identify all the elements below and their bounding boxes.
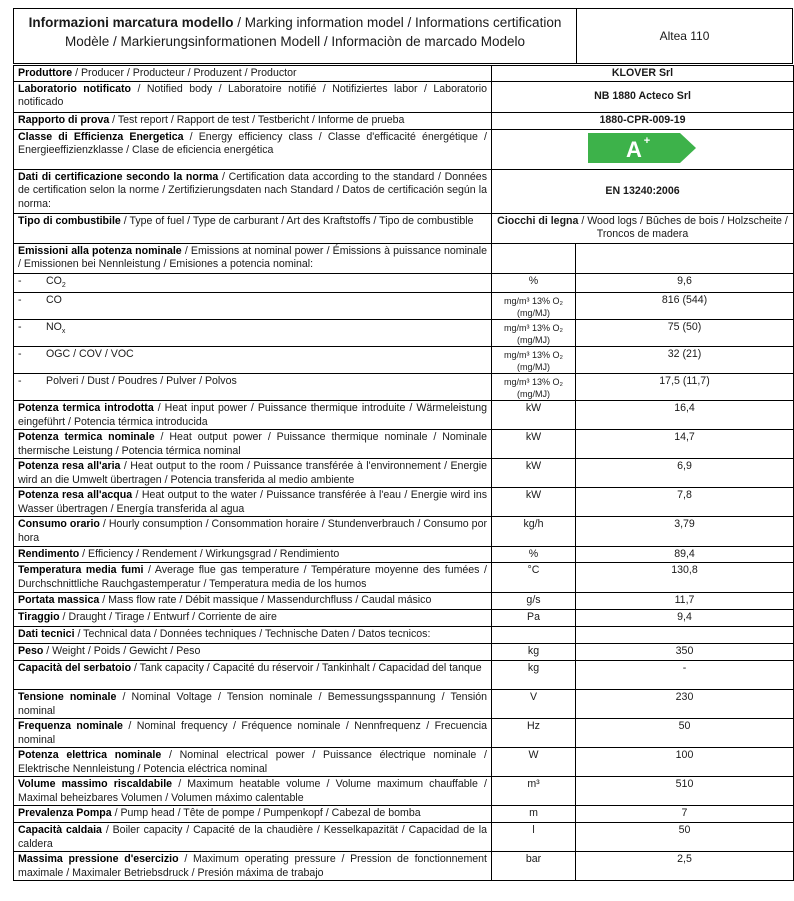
row-label-bold: Emissioni alla potenza nominale (18, 244, 182, 257)
table-row (14, 719, 794, 748)
row-value: 130,8 (576, 563, 794, 593)
row-label (14, 517, 492, 547)
row-label-bold: Volume massimo riscaldabile (18, 778, 173, 791)
table-row (14, 823, 794, 852)
header-title-line2: Modèle / Markierungsinformationen Modell / Informaciòn de marcado Modelo (65, 34, 525, 49)
energy-class-badge (492, 130, 793, 166)
dash: - (18, 321, 22, 334)
row-value: 75 (50) (576, 320, 794, 347)
table-row (14, 401, 794, 430)
row-unit: kg (492, 644, 576, 661)
row-value: 816 (544) (576, 293, 794, 320)
row-label-bold: Classe di Efficienza Energetica (18, 130, 184, 143)
row-label-bold: Dati tecnici (18, 628, 75, 641)
row-label-bold: Rendimento (18, 548, 80, 561)
row-label-rest: / Energy efficiency class / Classe d'efficacité énergétique / Energieeffizienzklasse / Clase de eficiencia energética (18, 130, 488, 156)
row-label (14, 610, 492, 627)
row-value (492, 213, 794, 243)
model-name: Altea 110 (659, 29, 710, 43)
table-row (14, 243, 794, 273)
row-unit: % (492, 273, 576, 293)
table-row (14, 66, 794, 82)
table-row (14, 547, 794, 563)
row-label-bold: Consumo orario (18, 518, 100, 531)
row-unit: l (492, 823, 576, 852)
row-label (14, 627, 492, 644)
row-label-rest: / Nominal frequency / Fréquence nominale / Nennfrequenz / Frecuencia nominal (18, 720, 487, 746)
table-row (14, 169, 794, 213)
row-unit: mg/m³ 13% O₂ (mg/MJ) (492, 293, 576, 320)
row-label-rest: / Pump head / Tête de pompe / Pumpenkopf / Cabezal de bomba (111, 807, 421, 820)
table-row (14, 610, 794, 627)
row-unit: g/s (492, 593, 576, 610)
row-label-rest: / Technical data / Données techniques / Technische Daten / Datos tecnicos: (74, 628, 431, 641)
row-label-rest: / Tank capacity / Capacité du réservoir / Tankinhalt / Capacidad del tanque (131, 662, 482, 675)
table-row (14, 690, 794, 719)
table-row (14, 273, 794, 293)
row-label (14, 243, 492, 273)
row-value: 50 (576, 823, 794, 852)
row-value: 9,6 (576, 273, 794, 293)
row-value: 9,4 (576, 610, 794, 627)
row-label (14, 806, 492, 823)
table-row (14, 81, 794, 112)
energy-class-letter: A (625, 136, 642, 162)
row-label-rest: / Draught / Tirage / Entwurf / Corriente de aire (59, 611, 277, 624)
row-label-bold: Potenza termica introdotta (18, 402, 154, 415)
row-label (14, 661, 492, 690)
fuel-value-rest: / Wood logs / Bûches de bois / Holzscheite / Troncos de madera (578, 214, 788, 240)
row-label-rest: / Certification data according to the standard / Données de certification selon la norme / Zertifizierungsdaten nach Standard / Datos de certificación según la norma: (18, 170, 487, 210)
table-row (14, 488, 794, 517)
row-label-bold: Portata massica (18, 594, 100, 607)
row-label-bold: Peso (18, 645, 44, 658)
emission-name: NO (46, 321, 62, 334)
row-label-rest: / Heat output power / Puissance thermique nominale / Nominale thermische Leistung / Potencia térmica nominal (18, 431, 487, 457)
table-row (14, 293, 794, 320)
energy-arrow-shape (588, 133, 696, 163)
header-title-bold: Informazioni marcatura modello (28, 15, 234, 30)
row-value: NB 1880 Acteco Srl (492, 81, 794, 112)
row-label (14, 777, 492, 806)
row-label-rest: / Hourly consumption / Consommation horaire / Stundenverbrauch / Consumo por hora (18, 518, 487, 544)
table-row (14, 347, 794, 374)
row-label-rest: / Maximum operating pressure / Pression de fonctionnement maximale / Maximaler Betriebsdruck / Presión máxima de trabajo (18, 853, 488, 879)
row-unit (492, 243, 576, 273)
table-row (14, 644, 794, 661)
table-row (14, 213, 794, 243)
row-unit: kW (492, 430, 576, 459)
parameter-rows (14, 401, 794, 881)
row-label (14, 169, 492, 213)
row-label (14, 644, 492, 661)
table-row (14, 806, 794, 823)
row-value: 17,5 (11,7) (576, 374, 794, 401)
row-label-rest: / Nominal electrical power / Puissance électrique nominale / Elektrische Nennleistung / Potencia eléctrica nominal (18, 749, 488, 775)
row-label-bold: Tipo di combustibile (18, 214, 121, 227)
row-value: KLOVER Srl (492, 66, 794, 82)
fuel-value-bold: Ciocchi di legna (497, 214, 579, 227)
table-row (14, 374, 794, 401)
row-value: 7 (576, 806, 794, 823)
row-label-bold: Dati di certificazione secondo la norma (18, 170, 219, 183)
row-label-bold: Temperatura media fumi (18, 564, 144, 577)
table-row (14, 430, 794, 459)
table-row (14, 627, 794, 644)
row-label (14, 401, 492, 430)
row-label (14, 459, 492, 488)
header-block (13, 8, 793, 64)
row-unit: m (492, 806, 576, 823)
row-label (14, 593, 492, 610)
emission-label (14, 273, 492, 293)
emission-subscript: x (61, 328, 66, 336)
table-row (14, 748, 794, 777)
row-value: 50 (576, 719, 794, 748)
table-row (14, 517, 794, 547)
emission-label (14, 374, 492, 401)
emission-name: Polveri / Dust / Poudres / Pulver / Polvos (46, 375, 237, 388)
row-unit: mg/m³ 13% O₂ (mg/MJ) (492, 374, 576, 401)
row-unit: mg/m³ 13% O₂ (mg/MJ) (492, 347, 576, 374)
row-label-bold: Potenza termica nominale (18, 431, 155, 444)
row-value: 3,79 (576, 517, 794, 547)
row-value: EN 13240:2006 (492, 169, 794, 213)
row-label (14, 81, 492, 112)
row-unit: kW (492, 488, 576, 517)
row-label (14, 719, 492, 748)
row-label-bold: Capacità caldaia (18, 824, 102, 837)
row-unit: kW (492, 401, 576, 430)
row-unit (492, 627, 576, 644)
row-label (14, 112, 492, 129)
row-label-rest: / Weight / Poids / Gewicht / Peso (43, 645, 201, 658)
row-unit: bar (492, 852, 576, 881)
row-value: 32 (21) (576, 347, 794, 374)
row-unit: W (492, 748, 576, 777)
row-unit: V (492, 690, 576, 719)
row-label-rest: / Average flue gas temperature / Température moyenne des fumées / Durchschnittliche Rauchgastemperatur / Temperatura media de los humos (18, 564, 487, 590)
row-value: - (576, 661, 794, 690)
row-unit: Hz (492, 719, 576, 748)
row-label (14, 690, 492, 719)
row-label-rest: / Maximum heatable volume / Volume maximum chauffable / Maximal beheizbares Volumen / Volumen máximo calentable (18, 778, 487, 804)
row-label-bold: Tensione nominale (18, 691, 117, 704)
emission-name: CO (46, 274, 62, 287)
row-value: 16,4 (576, 401, 794, 430)
row-unit: kg (492, 661, 576, 690)
row-label-bold: Potenza resa all'aria (18, 460, 121, 473)
row-label-bold: Rapporto di prova (18, 113, 110, 126)
marking-table (13, 65, 794, 881)
dash: - (18, 274, 22, 287)
row-label-bold: Potenza elettrica nominale (18, 749, 162, 762)
row-unit: mg/m³ 13% O₂ (mg/MJ) (492, 320, 576, 347)
row-value: 100 (576, 748, 794, 777)
row-label-rest: / Test report / Rapport de test / Testbericht / Informe de prueba (109, 113, 405, 126)
row-label-bold: Potenza resa all'acqua (18, 489, 133, 502)
row-label-bold: Laboratorio notificato (18, 82, 131, 95)
row-value (576, 243, 794, 273)
row-label (14, 547, 492, 563)
row-value: 89,4 (576, 547, 794, 563)
header-title (14, 9, 577, 63)
row-label-bold: Massima pressione d'esercizio (18, 853, 179, 866)
row-label (14, 748, 492, 777)
emission-name: OGC / COV / VOC (46, 348, 134, 361)
emission-label (14, 347, 492, 374)
row-label-bold: Prevalenza Pompa (18, 807, 112, 820)
dash: - (18, 294, 22, 307)
row-label-bold: Capacità del serbatoio (18, 662, 132, 675)
row-value: 350 (576, 644, 794, 661)
header-title-rest: / Marking information model / Informations certification (233, 15, 562, 30)
row-value: 14,7 (576, 430, 794, 459)
row-label-rest: / Heat input power / Puissance thermique introduite / Wärmeleistung eingeführt / Potencia térmica introducida (18, 402, 487, 428)
table-row (14, 129, 794, 169)
energy-class-cell (492, 129, 794, 169)
table-row (14, 320, 794, 347)
row-label (14, 563, 492, 593)
row-label-bold: Tiraggio (18, 611, 60, 624)
row-label-bold: Frequenza nominale (18, 720, 123, 733)
row-label (14, 430, 492, 459)
row-label-rest: / Efficiency / Rendement / Wirkungsgrad / Rendimiento (79, 548, 340, 561)
table-row (14, 852, 794, 881)
row-value: 7,8 (576, 488, 794, 517)
table-row (14, 593, 794, 610)
row-unit: m³ (492, 777, 576, 806)
row-label (14, 488, 492, 517)
row-value (576, 627, 794, 644)
table-row (14, 777, 794, 806)
row-label-rest: / Heat output to the water / Puissance transférée à l'eau / Energie wird ins Wasser übertragen / Energía transferida al agua (18, 489, 488, 515)
energy-class-sup: + (643, 134, 650, 147)
table-row (14, 459, 794, 488)
row-label-rest: / Mass flow rate / Débit massique / Massendurchfluss / Caudal másico (99, 594, 432, 607)
row-value: 2,5 (576, 852, 794, 881)
row-value: 1880-CPR-009-19 (492, 112, 794, 129)
row-value: 11,7 (576, 593, 794, 610)
row-label-rest: / Emissions at nominal power / Émissions à puissance nominale / Emissionen bei Nennleistung / Emisiones a potencia nominal: (18, 244, 487, 270)
table-row (14, 661, 794, 690)
row-label-rest: / Boiler capacity / Capacité de la chaudière / Kesselkapazität / Capacidad de la caldera (18, 824, 487, 850)
table-row (14, 563, 794, 593)
row-label-rest: / Heat output to the room / Puissance transférée à l'environnement / Energie wird an die Umwelt übertragen / Potencia transferida al medio ambiente (18, 460, 487, 486)
dash: - (18, 375, 22, 388)
row-value: 230 (576, 690, 794, 719)
emission-subscript: 2 (61, 281, 66, 289)
row-unit: kg/h (492, 517, 576, 547)
row-label-rest: / Producer / Producteur / Produzent / Productor (72, 67, 297, 79)
row-label (14, 823, 492, 852)
row-label-bold: Produttore (18, 67, 73, 79)
row-label (14, 66, 492, 82)
row-value: 6,9 (576, 459, 794, 488)
emission-label (14, 320, 492, 347)
row-label (14, 852, 492, 881)
row-label (14, 129, 492, 169)
row-label (14, 213, 492, 243)
row-unit: °C (492, 563, 576, 593)
row-label-rest: / Notified body / Laboratoire notifié / Notifiziertes labor / Laboratorio notificado (18, 82, 487, 108)
row-value: 510 (576, 777, 794, 806)
row-unit: kW (492, 459, 576, 488)
row-label-rest: / Type of fuel / Type de carburant / Art des Kraftstoffs / Tipo de combustible (120, 214, 474, 227)
row-unit: % (492, 547, 576, 563)
emission-label (14, 293, 492, 320)
row-unit: Pa (492, 610, 576, 627)
emission-name: CO (46, 294, 62, 307)
dash: - (18, 348, 22, 361)
row-label-rest: / Nominal Voltage / Tension nominale / Bemessungsspannung / Tensión nominal (18, 691, 487, 717)
energy-arrow-icon (588, 133, 698, 163)
table-row (14, 112, 794, 129)
